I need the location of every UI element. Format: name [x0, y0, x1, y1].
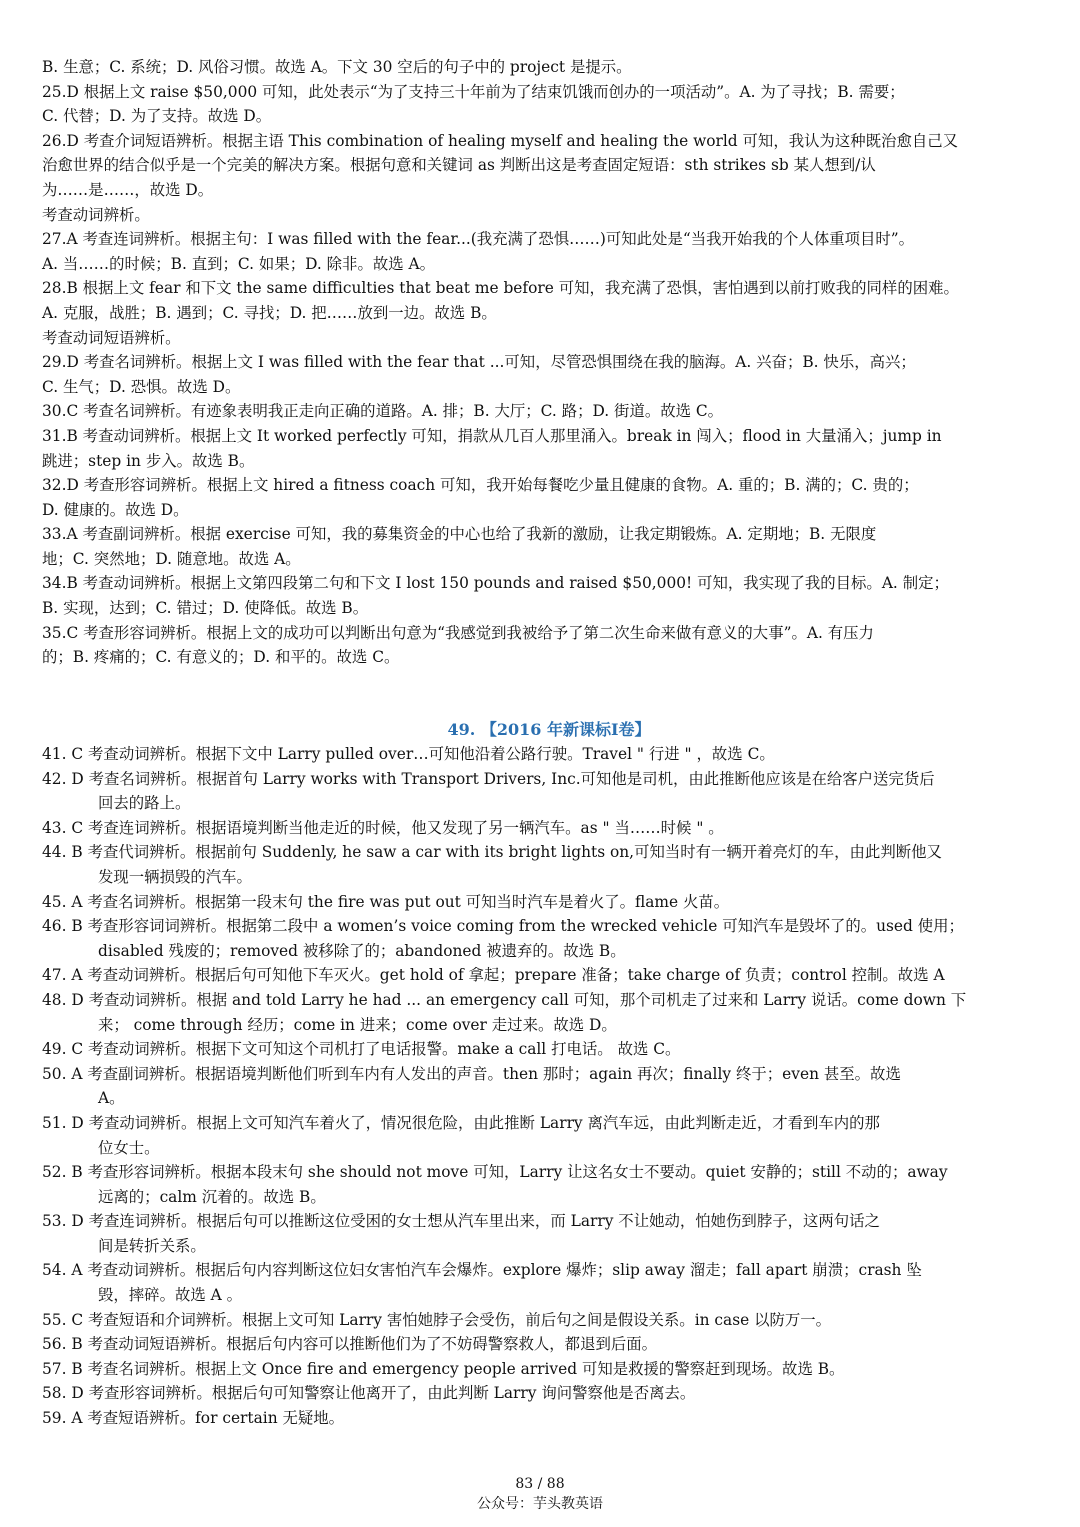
- answer-line: 46. B 考查形容词词辨析。根据第二段中 a women’s voice coming from the wrecked vehicle 可知汽车是毁坏了的。used 使用；: [42, 917, 964, 936]
- answer-line: 41. C 考查动词辨析。根据下文中 Larry pulled over…可知他沿着公路行驶。Travel " 行进 " ，故选 C。: [42, 745, 775, 763]
- text-line: 治愈世界的结合似乎是一个完美的解决方案。根据句意和关键词 as 判断出这是考查固定短语：sth strikes sb 某人想到/认: [42, 156, 876, 175]
- text-line: C. 代替；D. 为了支持。故选 D。: [42, 107, 272, 126]
- answer-line: 48. D 考查动词辨析。根据 and told Larry he had ... an emergency call 可知，那个司机走了过来和 Larry 说话。come down 下: [42, 990, 967, 1009]
- answer-line: 57. B 考查名词辨析。根据上文 Once fire and emergency people arrived 可知是救援的警察赶到现场。故选 B。: [42, 1359, 845, 1378]
- answer-line: 50. A 考查副词辨析。根据语境判断他们听到车内有人发出的声音。then 那时；again 再次；finally 终于；even 甚至。故选: [42, 1064, 901, 1083]
- text-line: 为……是……，故选 D。: [42, 180, 214, 199]
- answer-line: 44. B 考查代词辨析。根据前句 Suddenly, he saw a car with its bright lights on,可知当时有一辆开着亮灯的车，由此判断他又: [42, 843, 942, 862]
- text-line: A. 当……的时候；B. 直到；C. 如果；D. 除非。故选 A。: [42, 254, 436, 273]
- text-line: 35.C 考查形容词辨析。根据上文的成功可以判断出句意为“我感觉到我被给予了第二次生命来做有意义的大事”。A. 有压力: [42, 623, 874, 642]
- answer-line: 53. D 考查连词辨析。根据后句可以推断这位受困的女士想从汽车里出来，而 Larry 不让她动，怕她伤到脖子，这两句话之: [42, 1212, 880, 1231]
- answer-line: 来； come through 经历；come in 进来；come over 走过来。故选 D。: [98, 1015, 617, 1034]
- answer-line: A。: [98, 1089, 125, 1108]
- page-number: 83 / 88: [515, 1476, 565, 1492]
- text-line: 30.C 考查名词辨析。有迹象表明我正走向正确的道路。A. 排；B. 大厅；C. 路；D. 街道。故选 C。: [42, 402, 724, 421]
- text-line: 34.B 考查动词辨析。根据上文第四段第二句和下文 I lost 150 pounds and raised $50,000! 可知，我实现了我的目标。A. 制定；: [42, 574, 949, 593]
- answer-line: 58. D 考查形容词辨析。根据后句可知警察让他离开了，由此判断 Larry 询问警察他是否离去。: [42, 1384, 696, 1403]
- section-heading: 49. 【2016 年新课标Ⅰ卷】: [447, 720, 651, 739]
- text-line: 31.B 考查动词辨析。根据上文 It worked perfectly 可知，捐款从几百人那里涌入。break in 闯入；flood in 大量涌入；jump in: [42, 426, 942, 445]
- text-line: 地；C. 突然地；D. 随意地。故选 A。: [42, 549, 301, 568]
- answer-section-1: [42, 55, 1056, 670]
- text-line: B. 实现，达到；C. 错过；D. 使降低。故选 B。: [42, 599, 369, 618]
- account-footer: 公众号：芋头教英语: [477, 1496, 603, 1512]
- answer-line: disabled 残废的；removed 被移除了的；abandoned 被遗弃的。故选 B。: [98, 941, 626, 960]
- answer-line: 54. A 考查动词辨析。根据后句内容判断这位妇女害怕汽车会爆炸。explore 爆炸；slip away 溜走；fall apart 崩溃；crash 坠: [42, 1261, 922, 1280]
- answer-line: 45. A 考查名词辨析。根据第一段末句 the fire was put out 可知当时汽车是着火了。flame 火苗。: [42, 892, 730, 911]
- answer-list: [42, 742, 1056, 1431]
- text-line: B. 生意；C. 系统；D. 风俗习惯。故选 A。下文 30 空后的句子中的 project 是提示。: [42, 58, 632, 76]
- answer-line: 间是转折关系。: [98, 1236, 206, 1255]
- answer-line: 43. C 考查连词辨析。根据语境判断当他走近的时候，他又发现了另一辆汽车。as " 当……时候 " 。: [42, 818, 724, 837]
- answer-line: 55. C 考查短语和介词辨析。根据上文可知 Larry 害怕她脖子会受伤，前后句之间是假设关系。in case 以防万一。: [42, 1310, 832, 1329]
- answer-line: 59. A 考查短语辨析。for certain 无疑地。: [42, 1409, 345, 1428]
- answer-line: 52. B 考查形容词辨析。根据本段末句 she should not move 可知，Larry 让这名女士不要动。quiet 安静的；still 不动的；away: [42, 1163, 948, 1182]
- text-line: 33.A 考查副词辨析。根据 exercise 可知，我的募集资金的中心也给了我新的激励，让我定期锻炼。A. 定期地；B. 无限度: [42, 525, 877, 544]
- text-line: D. 健康的。故选 D。: [42, 500, 189, 519]
- text-line: 跳进；step in 步入。故选 B。: [42, 451, 255, 470]
- answer-line: 51. D 考查动词辨析。根据上文可知汽车着火了，情况很危险，由此推断 Larry 离汽车远，由此判断走近，才看到车内的那: [42, 1113, 880, 1132]
- text-line: 的；B. 疼痛的；C. 有意义的；D. 和平的。故选 C。: [42, 648, 400, 667]
- text-line: C. 生气；D. 恐惧。故选 D。: [42, 377, 241, 396]
- answer-line: 回去的路上。: [98, 794, 191, 813]
- answer-line: 49. C 考查动词辨析。根据下文可知这个司机打了电话报警。make a call 打电话。 故选 C。: [42, 1040, 681, 1059]
- text-line: 25.D 根据上文 raise $50,000 可知，此处表示“为了支持三十年前为了结束饥饿而创办的一项活动”。A. 为了寻找；B. 需要；: [42, 82, 905, 101]
- text-line: 26.D 考查介词短语辨析。根据主语 This combination of healing myself and healing the world 可知，我认为这种既治愈自己又: [42, 131, 959, 150]
- text-line: 28.B 根据上文 fear 和下文 the same difficulties that beat me before 可知，我充满了恐惧，害怕遇到以前打败我的同样的困难。: [42, 279, 959, 298]
- answer-line: 发现一辆损毁的汽车。: [98, 867, 252, 886]
- answer-line: 毁，摔碎。故选 A 。: [98, 1286, 243, 1305]
- answer-section-2: [42, 718, 1056, 1431]
- text-line: 考查动词辨析。: [42, 205, 150, 224]
- text-line: 29.D 考查名词辨析。根据上文 I was filled with the fear that ...可知，尽管恐惧围绕在我的脑海。A. 兴奋；B. 快乐，高兴；: [42, 353, 916, 372]
- answer-line: 42. D 考查名词辨析。根据首句 Larry works with Transport Drivers, Inc.可知他是司机，由此推断他应该是在给客户送完货后: [42, 769, 935, 788]
- answer-line: 远离的；calm 沉着的。故选 B。: [98, 1187, 326, 1206]
- answer-line: 47. A 考查动词辨析。根据后句可知他下车灭火。get hold of 拿起；prepare 准备；take charge of 负责；control 控制。故选 A: [42, 966, 945, 985]
- answer-line: 56. B 考查动词短语辨析。根据后句内容可以推断他们为了不妨碍警察救人，都退到后面。: [42, 1335, 658, 1354]
- text-line: 考查动词短语辨析。: [42, 328, 181, 347]
- answer-line: 位女士。: [98, 1138, 160, 1157]
- text-line: 32.D 考查形容词辨析。根据上文 hired a fitness coach 可知，我开始每餐吃少量且健康的食物。A. 重的；B. 满的；C. 贵的；: [42, 476, 919, 495]
- text-line: A. 克服，战胜；B. 遇到；C. 寻找；D. 把……放到一边。故选 B。: [42, 303, 497, 322]
- text-line: 27.A 考查连词辨析。根据主句：I was filled with the fear...(我充满了恐惧……)可知此处是“当我开始我的个人体重项目时”。: [42, 230, 915, 249]
